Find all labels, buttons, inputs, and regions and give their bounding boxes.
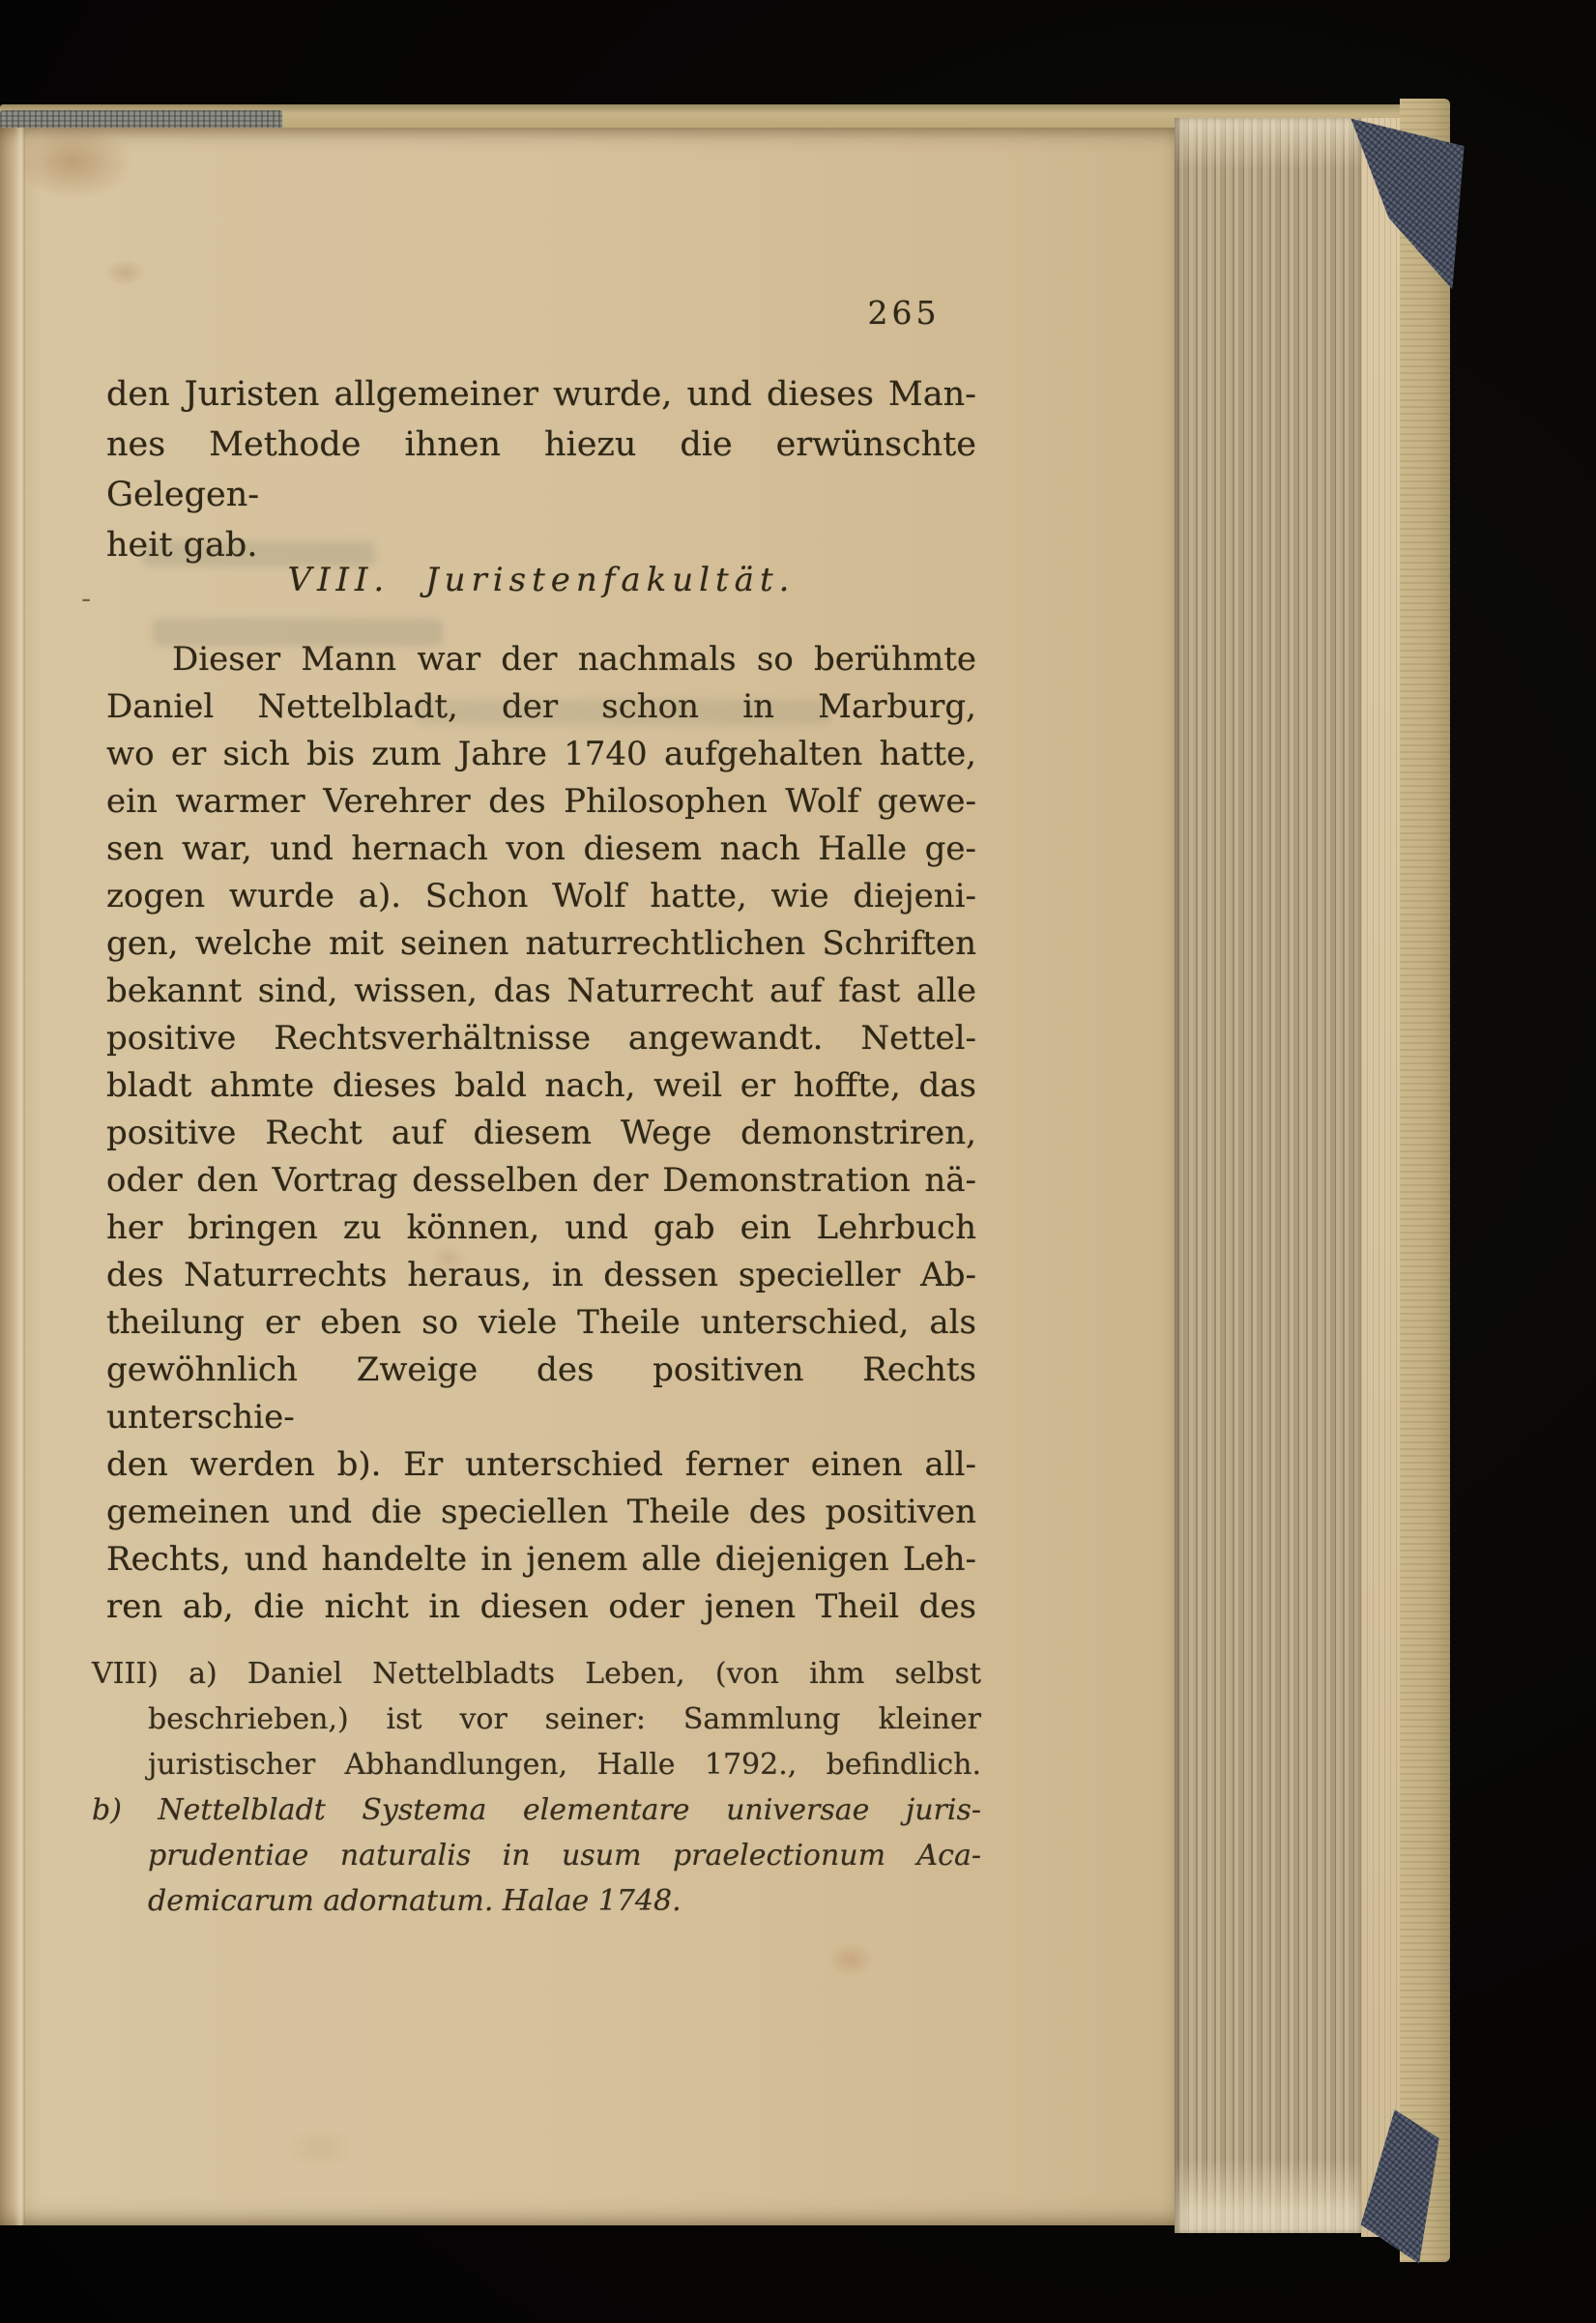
book-page (0, 128, 1175, 2225)
body-paragraph (106, 636, 976, 1631)
text-line: zogen wurde a). Schon Wolf hatte, wie diejeni- (106, 877, 976, 915)
page-number: 265 (867, 294, 941, 332)
text-line: VIII) a) Daniel Nettelbladts Leben, (von ihm selbst (92, 1657, 981, 1691)
text-line: beschrieben,) ist vor seiner: Sammlung kleiner (148, 1702, 981, 1736)
text-line: positive Recht auf diesem Wege demonstriren, (106, 1114, 976, 1152)
text-line: gen, welche mit seinen naturrechtlichen Schriften (106, 924, 976, 963)
text-line: gewöhnlich Zweige des positiven Rechts unterschie- (106, 1350, 976, 1437)
text-line: ein warmer Verehrer des Philosophen Wolf gewe- (106, 782, 976, 821)
text-line: theilung er eben so viele Theile unterschied, als (106, 1303, 976, 1342)
text-line: Daniel Nettelbladt, der schon in Marburg, (106, 687, 976, 726)
text-line: Dieser Mann war der nachmals so berühmte (172, 640, 976, 679)
text-line: den Juristen allgemeiner wurde, und dieses Man- (106, 375, 976, 414)
text-line: nes Methode ihnen hiezu die erwünschte Gelegen- (106, 425, 976, 514)
section-heading: VIII. Juristenfakultät. (287, 561, 796, 599)
text-line: prudentiae naturalis in usum praelectionum Aca- (148, 1839, 981, 1873)
text-line: bladt ahmte dieses bald nach, weil er hoffte, das (106, 1066, 976, 1105)
text-line: heit gab. (106, 526, 258, 565)
text-line: her bringen zu können, und gab ein Lehrbuch (106, 1208, 976, 1247)
text-line: gemeinen und die speciellen Theile des positiven (106, 1493, 976, 1531)
text-line: demicarum adornatum. Halae 1748. (148, 1884, 682, 1918)
text-line: positive Rechtsverhältnisse angewandt. Nettel- (106, 1019, 976, 1058)
text-line: wo er sich bis zum Jahre 1740 aufgehalten hatte, (106, 735, 976, 773)
text-line: ren ab, die nicht in diesen oder jenen Theil des (106, 1587, 976, 1626)
text-line: den werden b). Er unterschied ferner einen all- (106, 1445, 976, 1484)
page-gutter-fold (0, 128, 25, 2225)
footnotes-block (92, 1651, 981, 1924)
text-line: b) Nettelbladt Systema elementare universae juris- (92, 1793, 981, 1827)
text-line: sen war, und hernach von diesem nach Halle ge- (106, 829, 976, 868)
text-line: des Naturrechts heraus, in dessen specieller Ab- (106, 1256, 976, 1294)
text-line: bekannt sind, wissen, das Naturrecht auf fast alle (106, 972, 976, 1010)
footnote-b (92, 1787, 981, 1924)
margin-mark: - (81, 582, 92, 616)
page-stack-fore-edge (1175, 118, 1361, 2233)
text-line: Rechts, und handelte in jenem alle diejenigen Leh- (106, 1540, 976, 1579)
text-line: juristischer Abhandlungen, Halle 1792., befindlich. (148, 1748, 981, 1782)
text-line: oder den Vortrag desselben der Demonstration nä- (106, 1161, 976, 1200)
opening-paragraph (106, 369, 976, 570)
page-edge-strip (1361, 118, 1400, 2237)
cover-board-right-edge (1400, 99, 1450, 2262)
footnote-a (92, 1651, 981, 1787)
